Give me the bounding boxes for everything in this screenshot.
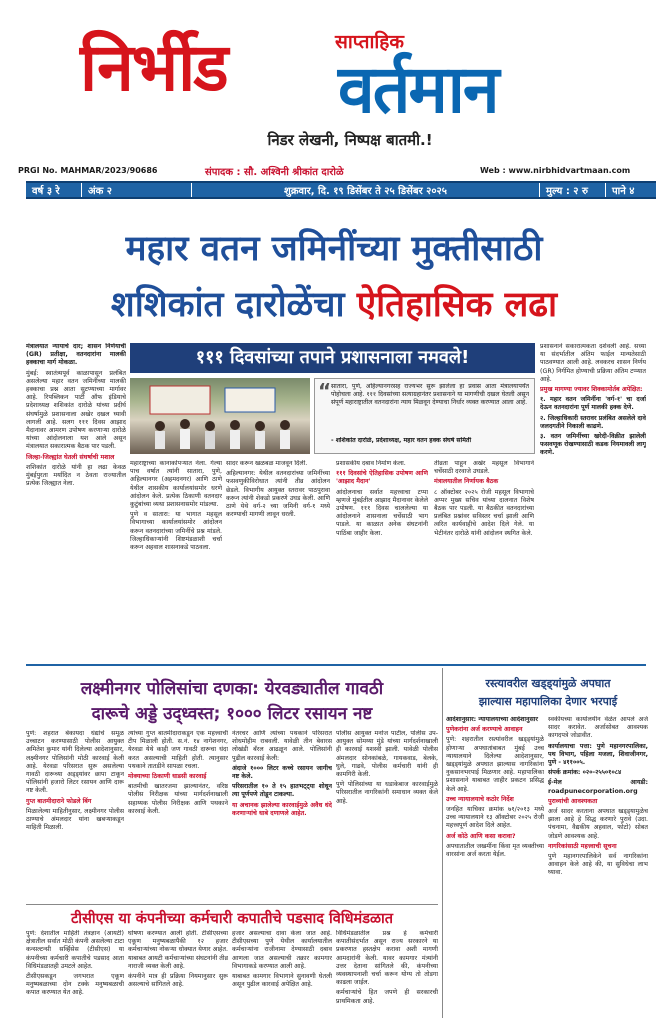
- story3-col2: [548, 716, 648, 1018]
- story1-col2-p2: पुणे व सातारा: या भागात महसूल विभागाच्या कार्यालयांसमोर आंदोलन करून वतनदारांच्या जमिनींचे प्रश्न मांडले. जिल्हाधिकाऱ्यांनी शिष्टमंडळाशी चर्चा करून अहवाल शासनाकडे पाठवला.: [130, 511, 222, 552]
- story2-col2-p3: बातमीची खातरजमा झाल्यानंतर, वरिष्ठ पोलीस निरीक्षक यांच्या मार्गदर्शनाखाली सहाय्यक पोलीस निरीक्षक आणि पथकाने कारवाई केली.: [128, 783, 228, 815]
- weekly-tag: साप्ताहिक: [335, 31, 404, 53]
- story4-col2: [128, 930, 228, 1018]
- story2-col1-p1: पुणे: शहरात बेकायदा धंद्यांचे समूळ उच्चाटन करण्यासाठी पोलीस आयुक्त अमितेश कुमार यांनी दिलेल्या आदेशानुसार, लक्ष्मीनगर पोलिसांनी मोठी कारवाई केली आहे. येरवडा परिसरात सुरू असलेल्या गावठी दारूच्या अड्ड्यांवर छापा टाकून पोलिसांनी हजारो लिटर रसायन आणि दारू नष्ट केली.: [26, 730, 124, 795]
- story3-col1-p2: पुणेकरांना अर्ज करण्याचे आवाहन: [446, 726, 523, 734]
- photo-illustration: [130, 378, 310, 454]
- story4-col4-p2: कर्मचाऱ्यांचे हित जपणे ही सरकारची प्राथमिकता आहे.: [336, 989, 438, 1005]
- quote-text: सातारा, पुणे, अहिल्यानगरसह राज्यभर सुरू झालेला हा प्रवास आता मंत्रालयापर्यंत पोहोचला आहे. १११ दिवसांच्या सत्याग्रहानंतर प्रशासनाने या मागणीची दखल घेतली असून संपूर्ण महाराष्ट्रातील वतनदारांना न्याय मिळवून देण्याचा निर्धार व्यक्त करण्यात आला आहे.: [331, 383, 529, 406]
- story2-col1: [26, 730, 124, 902]
- story4-headline: टीसीएस या कंपनीच्या कर्मचारी कपातीचे पडसाद विधिमंडळात: [71, 911, 393, 927]
- story1-col4-p1: प्रशासकीय दबाव निर्माण केला.: [336, 460, 406, 467]
- story2-col2-p1: त्यांच्या गुप्त बातमीदाराकडून एक महत्त्वाची टीप मिळाली होती. स.नं. १४ नागेशनगर, येरवडा येथे काही जण गावठी दारूचा धंदा करत असल्याची माहिती होती. त्यानुसार पथकाने तातडीने सापळा रचला.: [128, 730, 228, 770]
- quote-box: [314, 378, 535, 454]
- story4-col3: [232, 930, 332, 1018]
- story2-col4-p2: पुणे पोलिसांच्या या धडाकेबाज कारवाईमुळे परिसरातील नागरिकांनी समाधान व्यक्त केले आहे.: [336, 781, 438, 805]
- story1-col4-p2: १११ दिवसांचे ऐतिहासिक उपोषण आणि 'आझाद मैदान': [336, 470, 428, 486]
- story2-col1-p2: गुप्त बातमीदाराने फोडले बिंग: [26, 797, 92, 805]
- story2-col3-p4: या अचानक झालेल्या कारवाईमुळे अवैध धंदे करणाऱ्यांचे धाबे दणाणले आहेत.: [232, 801, 332, 817]
- story4-col1-p2: टीसीएसकडून जगभरात एकूण मनुष्यबळाच्या दोन टक्के मनुष्यबळाची कपात करण्यात येत आहे.: [26, 973, 124, 997]
- story1-col1: [26, 343, 126, 663]
- quote-mark-icon: “: [318, 379, 332, 403]
- story1-col4-p3: आंदोलनाचा सर्वात महत्त्वाचा टप्पा म्हणजे मुंबईतील आझाद मैदानावर केलेले उपोषण. १११ दिवस चाललेल्या या आंदोलनाने शासनाला चर्चेसाठी भाग पाडले. या काळात अनेक संघटनांनी पाठिंबा जाहीर केला.: [336, 488, 428, 537]
- story3-col1: [446, 716, 544, 1018]
- website: Web : www.nirbhidvartmaan.com: [480, 166, 631, 175]
- story4-col4-p1: विधिमंडळातील प्रश्न हे कर्मचारी कपातीसंदर्भात असून राज्य सरकारने या प्रकरणात हस्तक्षेप करावा अशी मागणी आमदारांनी केली. यावर कामगार मंत्र्यांनी उत्तर देताना सांगितले की, कंपनीच्या व्यवस्थापनाशी चर्चा करून योग्य तो तोडगा काढला जाईल.: [336, 930, 438, 987]
- story3-col2-p3: संपर्क क्रमांक: ०२०-२५५०१०८४: [548, 769, 622, 777]
- story3-col2-p8: पुणे महानगरपालिकेने सर्व नागरिकांना आवाहन केले आहे की, या सुविधेचा लाभ घ्यावा.: [548, 853, 648, 877]
- story1-col3-p2: अहिल्यानगर: येथील वतनदारांच्या जमिनींच्या फसवणुकीविरोधात त्यांनी तीव्र आंदोलन छेडले. विभागीय आयुक्त स्तरावर पाठपुरावा करून त्यांनी शेकडो प्रकरणे उघड केली. आणि ठाणे येथे वर्ग-२ च्या जमिनी वर्ग-१ मध्ये करण्याची मागणी लावून धरली.: [226, 470, 330, 519]
- story1-col1-p1: मंत्रालयात न्यायाचे दार; शासन निर्णयाची (GR) प्रतीक्षा, वतनदारांना मालकी हक्काचा मार्ग मोकळा.: [26, 343, 126, 367]
- headline-part1: शशिकांत दारोळेंचा: [110, 285, 357, 325]
- quote-author: - शशिकांत दारोळे, प्रदेशाध्यक्ष, महार वतन हक्क संघर्ष समिती: [331, 437, 472, 444]
- story2-col3: [232, 730, 332, 902]
- story2-col3-p2: अंदाजे १००० लिटर कच्चे रसायन जागीच नष्ट केले.: [232, 764, 332, 781]
- story1-col6-p4: २. जिल्हाधिकारी स्तरावर प्रलंबित असलेले दावे जलदगतीने निकाली काढणे.: [540, 414, 646, 430]
- story3-headline-line1: रस्त्यावरील खड्ड्यांमुळे अपघात: [485, 677, 611, 690]
- story4-col2-p1: घोषणा करण्यात आली होती. टीसीएसच्या एकूण मनुष्यबळापैकी १२ हजार कर्मचाऱ्यांच्या नोकऱ्या धोक्यात येणार आहेत. याबाबत आयटी कर्मचाऱ्यांच्या संघटनांनी तीव्र नाराजी व्यक्त केली आहे.: [128, 930, 228, 970]
- story1-col5-p2: मंत्रालयातील निर्णायक बैठक: [434, 478, 499, 486]
- story1-col2: [130, 460, 222, 660]
- sub-banner: १११ दिवसांच्या तपाने प्रशासनाला नमवले!: [130, 343, 535, 373]
- story1-col1-p4: शशिकांत दारोळे यांनी हा लढा केवळ मुंबईपुरता मर्यादित न ठेवता राज्यातील प्रत्येक जिल्ह्यात नेला.: [26, 463, 126, 488]
- story3-col1-p5: जनहित याचिका क्रमांक ७१/२०१३ मध्ये उच्च न्यायालयाने १३ ऑक्टोबर २०२५ रोजी महत्त्वपूर्ण आदेश दिले आहेत.: [446, 806, 544, 830]
- story3-col2-p2: कार्यालयाचा पत्ता: पुणे महानगरपालिका, पथ विभाग, पहिला मजला, शिवाजीनगर, पुणे - ४११००५.: [548, 742, 648, 767]
- protest-photo: [130, 378, 310, 454]
- story2-headline-line2: दारूचे अड्डे उद्ध्वस्त; १००० लिटर रसायन नष्ट: [91, 704, 373, 724]
- story4-col2-p2: कंपनीने मात्र ही प्रक्रिया नियमानुसार सुरू असल्याचे सांगितले आहे.: [128, 973, 228, 989]
- story1-col6-p1: प्रशासनाने सकारात्मकता दर्शवली आहे. सध्या या संदर्भातील अंतिम फाईल मान्यतेसाठी पाठवण्यात आली आहे. लवकरच शासन निर्णय (GR) निर्गमित होण्याची प्रक्रिया अंतिम टप्प्यात आहे.: [540, 343, 646, 383]
- story1-col1-p2: मुंबई: स्वातंत्र्यपूर्व काळापासून प्रलंबित असलेल्या महार वतन जमिनींच्या मालकी हक्काचा प्रश्न आता सुटण्याच्या मार्गावर आहे. रिपब्लिकन पार्टी ऑफ इंडियाचे प्रदेशाध्यक्ष शशिकांत दारोळे यांच्या प्रदीर्घ संघर्षामुळे प्रशासनाला अखेर दखल घ्यावी लागली आहे. सलग १११ दिवस आझाद मैदानावर आमरण उपोषण करणाऱ्या दारोळे यांच्या आंदोलनाला यश आले असून मंत्रालयात सकारात्मक बैठक पार पडली.: [26, 369, 126, 451]
- main-headline-line2: [20, 280, 648, 327]
- story3-col1-p4: उच्च न्यायालयाचे कठोर निर्देश: [446, 795, 514, 803]
- story1-col1-p3: जिल्हा-जिल्ह्यांत घेतली संघर्षाची मशाल: [26, 453, 115, 461]
- story3-col1-p3: पुणे: शहरातील रस्त्यांवरील खड्ड्यांमुळे होणाऱ्या अपघातांबाबत मुंबई उच्च न्यायालयाने दिलेल्या आदेशानुसार, खड्ड्यांमुळे अपघात झाल्यास नागरिकांना नुकसानभरपाई मिळणार आहे. महापालिका प्रशासनाने याबाबत जाहीर प्रकटन प्रसिद्ध केले आहे.: [446, 736, 544, 793]
- main-headline-line1: महार वतन जमिनींच्या मुक्तीसाठी: [125, 229, 543, 269]
- story3-headline-line2: झाल्यास महापालिका देणार भरपाई: [478, 695, 618, 708]
- story2-col2-p2: मोक्याच्या ठिकाणी धाडसी कारवाई: [128, 773, 207, 781]
- story4-col1: [26, 930, 124, 1018]
- story1-col3: [226, 460, 330, 660]
- story3-col2-p6: अर्ज सादर करताना अपघात खड्ड्यामुळेच झाला आहे हे सिद्ध करणारे पुरावे (उदा. पंचनामा, वैद्यकीय अहवाल, फोटो) सोबत जोडणे आवश्यक आहे.: [548, 808, 648, 840]
- story3-col1-p6: अर्ज कोठे आणि कसा करावा?: [446, 832, 516, 840]
- divider-vertical: [442, 668, 443, 1018]
- masthead-title-left: निर्भीड: [80, 28, 227, 106]
- price-label: मुल्य : २ रु: [540, 183, 606, 197]
- story1-col6-p3: १. महार वतन जमिनींना 'वर्ग-१' चा दर्जा देऊन वतनदारांना पूर्ण मालकी हक्क देणे.: [540, 396, 646, 412]
- story1-col5-p3: ८ ऑक्टोबर २०२५ रोजी महसूल विभागाचे अप्पर मुख्य सचिव यांच्या दालनात विशेष बैठक पार पडली. या बैठकीत वतनदारांच्या प्रलंबित प्रश्नांवर सविस्तर चर्चा झाली आणि त्वरित कार्यवाहीचे आदेश दिले गेले. या भेटीनंतर दारोळे यांनी आंदोलन स्थगित केले.: [434, 488, 534, 537]
- story1-col5-p1: तीव्रता पाहून अखेर महसूल विभागाने चर्चेसाठी दरवाजे उघडले.: [434, 460, 534, 476]
- story1-col4: [336, 460, 428, 660]
- story2-col4: [336, 730, 438, 902]
- story3-col2-p5: पुराव्यांची आवश्यकता: [548, 797, 598, 805]
- story2-col4-p1: पोलीस आयुक्त मनोज पाटील, पोलीस उप-आयुक्त सोमय्या मुंडे यांच्या मार्गदर्शनाखाली ही कारवाई यशस्वी झाली. यावेळी पोलीस अंमलदार सोनकांबळे, गायकवाड, बेलके, घुले, गाढवे, पोलीस कर्मचारी यांनी ही कामगिरी केली.: [336, 730, 438, 779]
- story1-col5: [434, 460, 534, 660]
- story1-col2-p1: महाराष्ट्राच्या कानाकोपऱ्यात नेला. गेल्या पाच वर्षात त्यांनी सातारा, पुणे, अहिल्यानगर (अहमदनगर) आणि ठाणे येथील शासकीय कार्यालयांसमोर धरणे आंदोलन केले. प्रत्येक ठिकाणी वतनदार कुटुंबांच्या व्यथा प्रशासनासमोर मांडल्या.: [130, 460, 222, 509]
- story1-col6: [540, 343, 646, 663]
- story1-col6-p2: प्रमुख मागण्या ज्यावर शिक्कामोर्तब अपेक्षित:: [540, 386, 643, 394]
- divider-1: [26, 664, 646, 666]
- story2-col2: [128, 730, 228, 902]
- divider-2: [26, 904, 438, 905]
- story1-col6-p5: ३. वतन जमिनींच्या खरेदी-विक्रीत झालेली फसवणूक रोखण्यासाठी कडक नियमावली लागू करणे.: [540, 433, 646, 457]
- masthead: [0, 0, 667, 150]
- story2-col3-p3: परिसरातील १० ते १५ हातभट्ट्या शोधून त्या पूर्णपणे तोडून टाकल्या.: [232, 783, 332, 799]
- story1-col3-p1: सादर करून खळबळ माजवून दिली.: [226, 460, 308, 467]
- story3-col2-p1: स्वकीयच्या कार्यालयीन वेळेत आपले अर्ज सादर करावेत. अर्जासोबत आवश्यक कागदपत्रे जोडावीत.: [548, 716, 648, 740]
- story3-col2-p4: ई-मेल आयडी: roadpunecorporation.org: [548, 779, 648, 795]
- date-label: शुक्रवार, दि. १९ डिसेंबर ते २५ डिसेंबर २०२५: [192, 183, 540, 197]
- story4-col1-p1: पुणे: देशातील माहिती तंत्रज्ञान (आयटी) क्षेत्रातील सर्वात मोठी कंपनी असलेल्या टाटा कन्सल्टन्सी सर्व्हिसेस (टीसीएस) या कंपनीच्या कर्मचारी कपातीचे पडसाद आता विधिमंडळातही उमटले आहेत.: [26, 930, 124, 970]
- info-bar: [26, 181, 656, 199]
- story2-col3-p1: नंतरचर आणि त्यांच्या पथकाने परिसरात शोधमोहीम राबवली. यावेळी तीन बेवारस लोखंडी बॅरल आढळून आले. पोलिसांनी पुढील कारवाई केली:: [232, 730, 332, 762]
- prgi-number: PRGI No. MAHMAR/2023/90686: [18, 166, 158, 175]
- editor-name: संपादक : सौ. अश्विनी श्रीकांत दारोळे: [205, 167, 344, 178]
- topline: [10, 164, 658, 178]
- story4-col4: [336, 930, 438, 1018]
- headline-part2: ऐतिहासिक लढा: [356, 285, 558, 325]
- year-label: वर्ष ३ रे: [26, 183, 82, 197]
- tagline: निडर लेखनी, निष्पक्ष बातमी.!: [267, 131, 433, 149]
- story4-col3-p2: याबाबत कामगार विभागाने सुनावणी घेतली असून पुढील कारवाई अपेक्षित आहे.: [232, 973, 332, 989]
- story3-col1-p7: अपघातातील जखमींना किंवा मृत व्यक्तीच्या वारसांना अर्ज करता येईल.: [446, 842, 544, 859]
- story2-col1-p3: मिळालेल्या माहितीनुसार, लक्ष्मीनगर पोलीस ठाण्याचे अंमलदार यांना खबऱ्याकडून माहिती मिळाली.: [26, 807, 124, 832]
- story4-col3-p1: हजार असल्याचा दावा केला जात आहे. टीसीएसच्या पुणे येथील कार्यालयातील कर्मचाऱ्यांना राजीनामा देण्यासाठी दबाव आणला जात असल्याची तक्रार कामगार विभागाकडे करण्यात आली आहे.: [232, 930, 332, 970]
- story3-col1-p1: आदेशानुसार: न्यायालयाच्या आदेशानुसार: [446, 716, 538, 723]
- story3-col2-p7: नागरिकांसाठी महत्त्वाची सूचना: [548, 842, 617, 850]
- masthead-title-right: वर्तमान: [338, 50, 498, 128]
- pages-label: पाने ४: [612, 186, 635, 197]
- story2-headline-line1: लक्ष्मीनगर पोलिसांचा दणका: येरवड्यातील गावठी: [80, 679, 384, 699]
- issue-label: अंक २: [82, 183, 192, 197]
